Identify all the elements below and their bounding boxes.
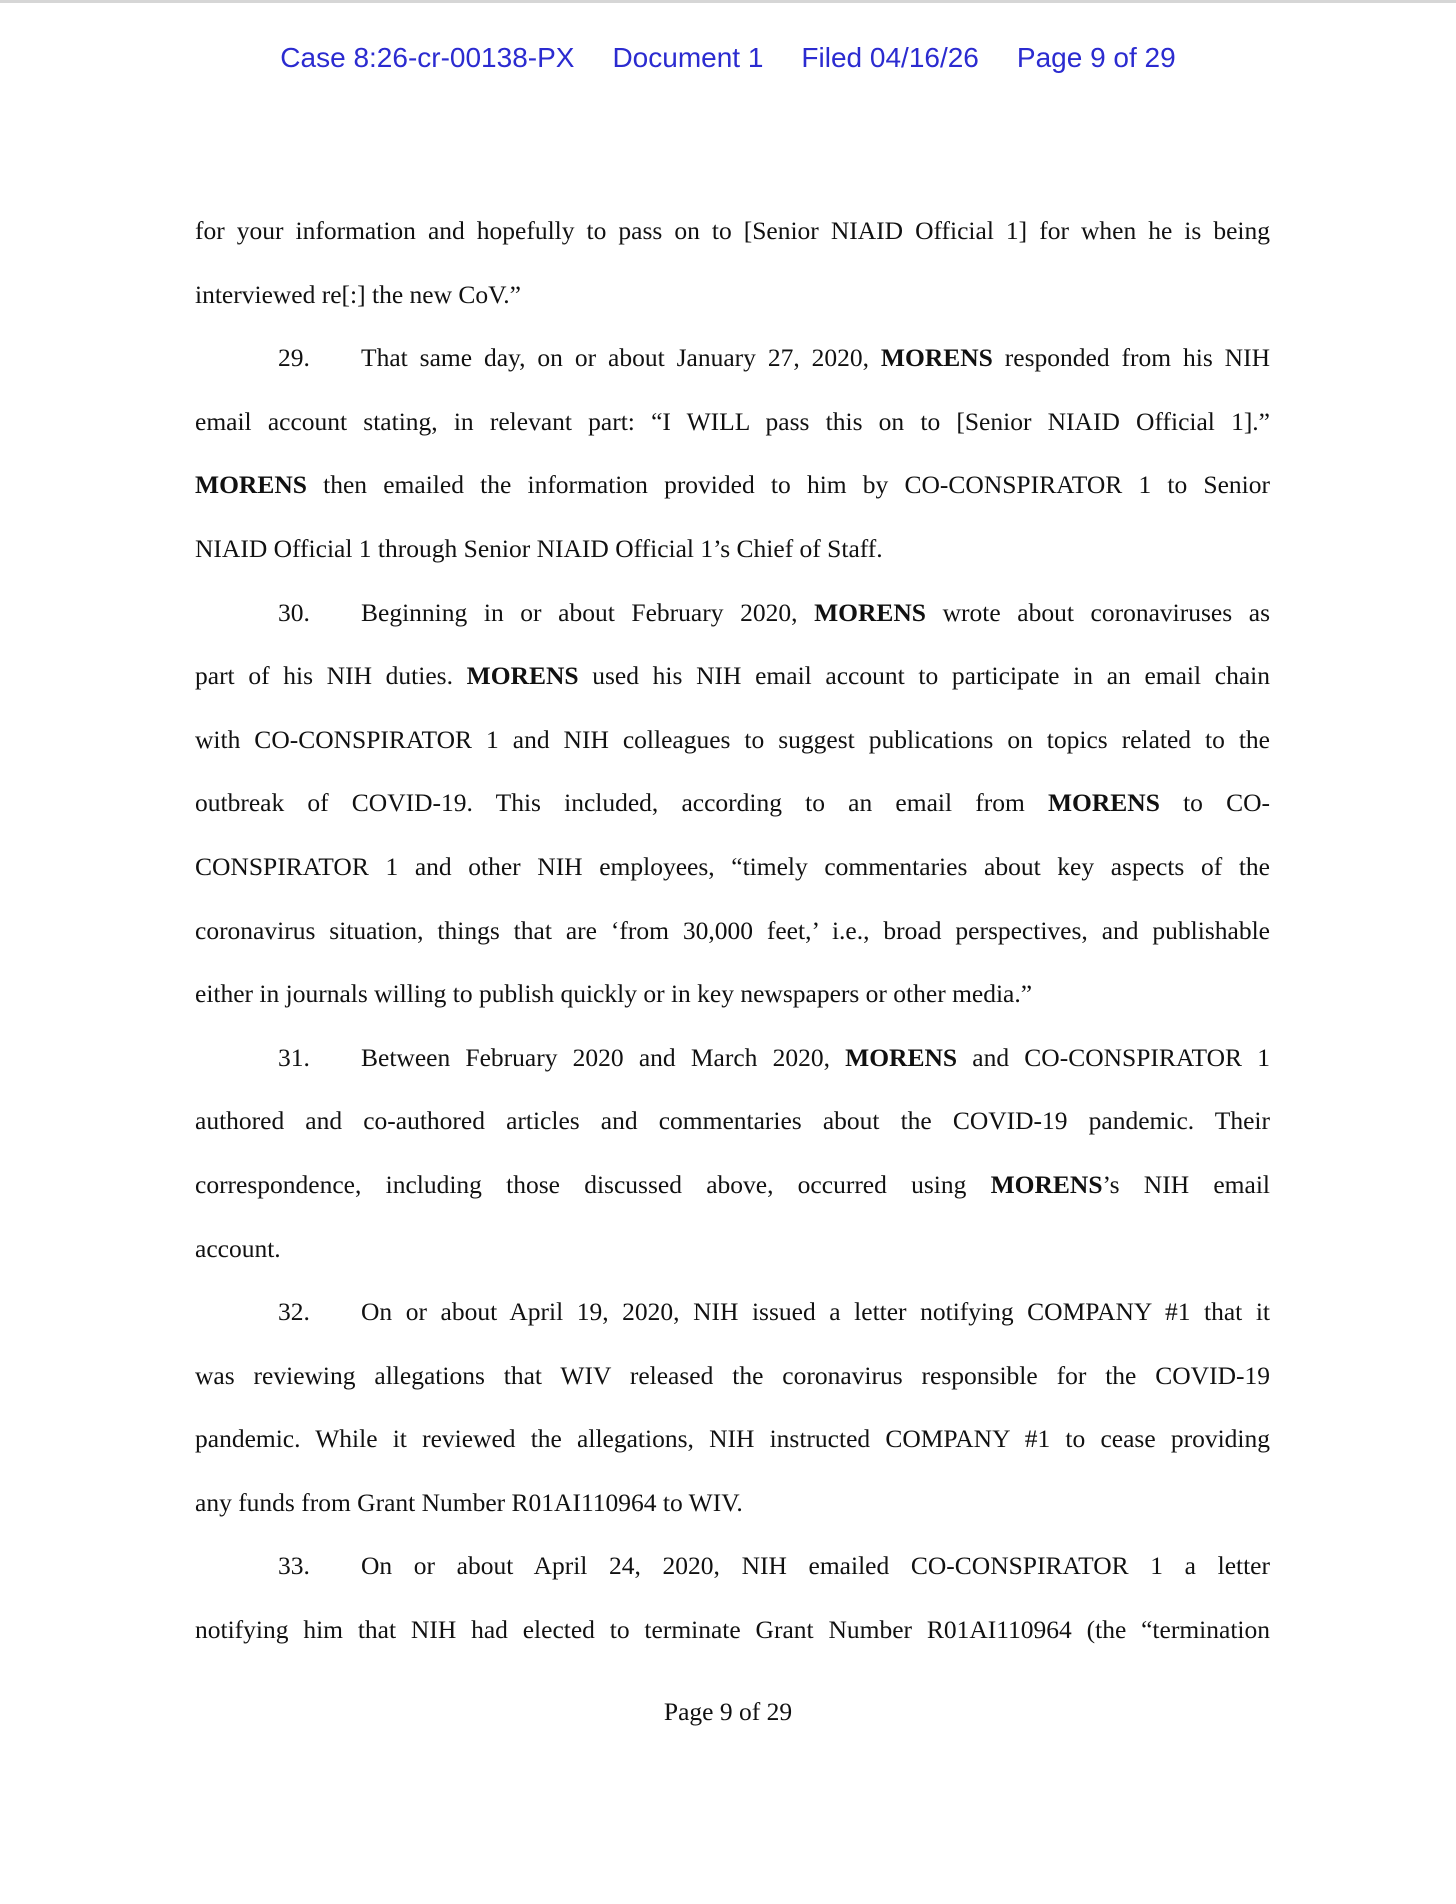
- text-line: correspondence, including those discussed above, occurred using MORENS’s NIH email: [195, 1169, 1270, 1199]
- text-line: authored and co-authored articles and commentaries about the COVID-19 pandemic. Their: [195, 1106, 1270, 1136]
- defendant-name: MORENS: [990, 1169, 1103, 1199]
- defendant-name: MORENS: [880, 343, 993, 373]
- paragraph-31-first-line: 31. Between February 2020 and March 2020, MORENS and CO-CONSPIRATOR 1: [195, 1038, 1270, 1102]
- page-top-edge: [0, 0, 1456, 3]
- paragraph-number: 29.: [278, 343, 310, 373]
- paragraph-number: 33.: [278, 1551, 310, 1581]
- text-line: notifying him that NIH had elected to terminate Grant Number R01AI110964 (the “termination: [195, 1615, 1270, 1645]
- document-number: Document 1: [612, 42, 764, 73]
- paragraph-number: 31.: [278, 1042, 310, 1072]
- defendant-name: MORENS: [1047, 788, 1160, 818]
- footer-page-number: Page 9 of 29: [663, 1697, 793, 1726]
- defendant-name: MORENS: [466, 661, 579, 691]
- text-line: any funds from Grant Number R01AI110964 to WIV.: [195, 1487, 743, 1517]
- paragraph-number: 32.: [278, 1297, 310, 1327]
- text-line: outbreak of COVID-19. This included, according to an email from MORENS to CO-: [195, 788, 1271, 818]
- text-line: was reviewing allegations that WIV released the coronavirus responsible for the COVID-19: [195, 1360, 1270, 1390]
- text-line: account.: [195, 1233, 281, 1263]
- text-line: CONSPIRATOR 1 and other NIH employees, “timely commentaries about key aspects of the: [195, 851, 1270, 881]
- paragraph-30-first-line: 30. Beginning in or about February 2020, MORENS wrote about coronaviruses as: [195, 593, 1270, 657]
- paragraph-32-first-line: 32. On or about April 19, 2020, NIH issued a letter notifying COMPANY #1 that it: [195, 1292, 1270, 1356]
- defendant-name: MORENS: [195, 470, 307, 500]
- text-line: email account stating, in relevant part: “I WILL pass this on to [Senior NIAID Official 1].”: [195, 406, 1270, 436]
- header-page-number: Page 9 of 29: [1016, 42, 1176, 73]
- text-line: for your information and hopefully to pass on to [Senior NIAID Official 1] for when he is being: [195, 216, 1270, 245]
- text-line: NIAID Official 1 through Senior NIAID Official 1’s Chief of Staff.: [195, 533, 883, 563]
- text-line: interviewed re[:] the new CoV.”: [195, 279, 521, 309]
- text-line: with CO-CONSPIRATOR 1 and NIH colleagues to suggest publications on topics related to the: [195, 724, 1270, 754]
- text-line: coronavirus situation, things that are ‘from 30,000 feet,’ i.e., broad perspectives, and publishable: [195, 915, 1270, 945]
- paragraph-33-first-line: 33. On or about April 24, 2020, NIH emailed CO-CONSPIRATOR 1 a letter: [195, 1546, 1270, 1610]
- text-line: either in journals willing to publish quickly or in key newspapers or other media.”: [195, 979, 1033, 1009]
- case-number: Case 8:26-cr-00138-PX: [280, 42, 575, 73]
- paragraph-29-first-line: 29. That same day, on or about January 27, 2020, MORENS responded from his NIH: [195, 338, 1270, 402]
- text-line: part of his NIH duties. MORENS used his NIH email account to participate in an email chain: [195, 661, 1270, 691]
- defendant-name: MORENS: [845, 1042, 958, 1072]
- ecf-header: [0, 42, 1456, 74]
- defendant-name: MORENS: [814, 597, 926, 627]
- text-line: pandemic. While it reviewed the allegations, NIH instructed COMPANY #1 to cease providing: [195, 1424, 1270, 1454]
- filed-date: Filed 04/16/26: [801, 42, 979, 73]
- document-body: [195, 211, 1270, 1674]
- paragraph-number: 30.: [278, 597, 310, 627]
- text-line: MORENS then emailed the information provided to him by CO-CONSPIRATOR 1 to Senior: [195, 470, 1270, 500]
